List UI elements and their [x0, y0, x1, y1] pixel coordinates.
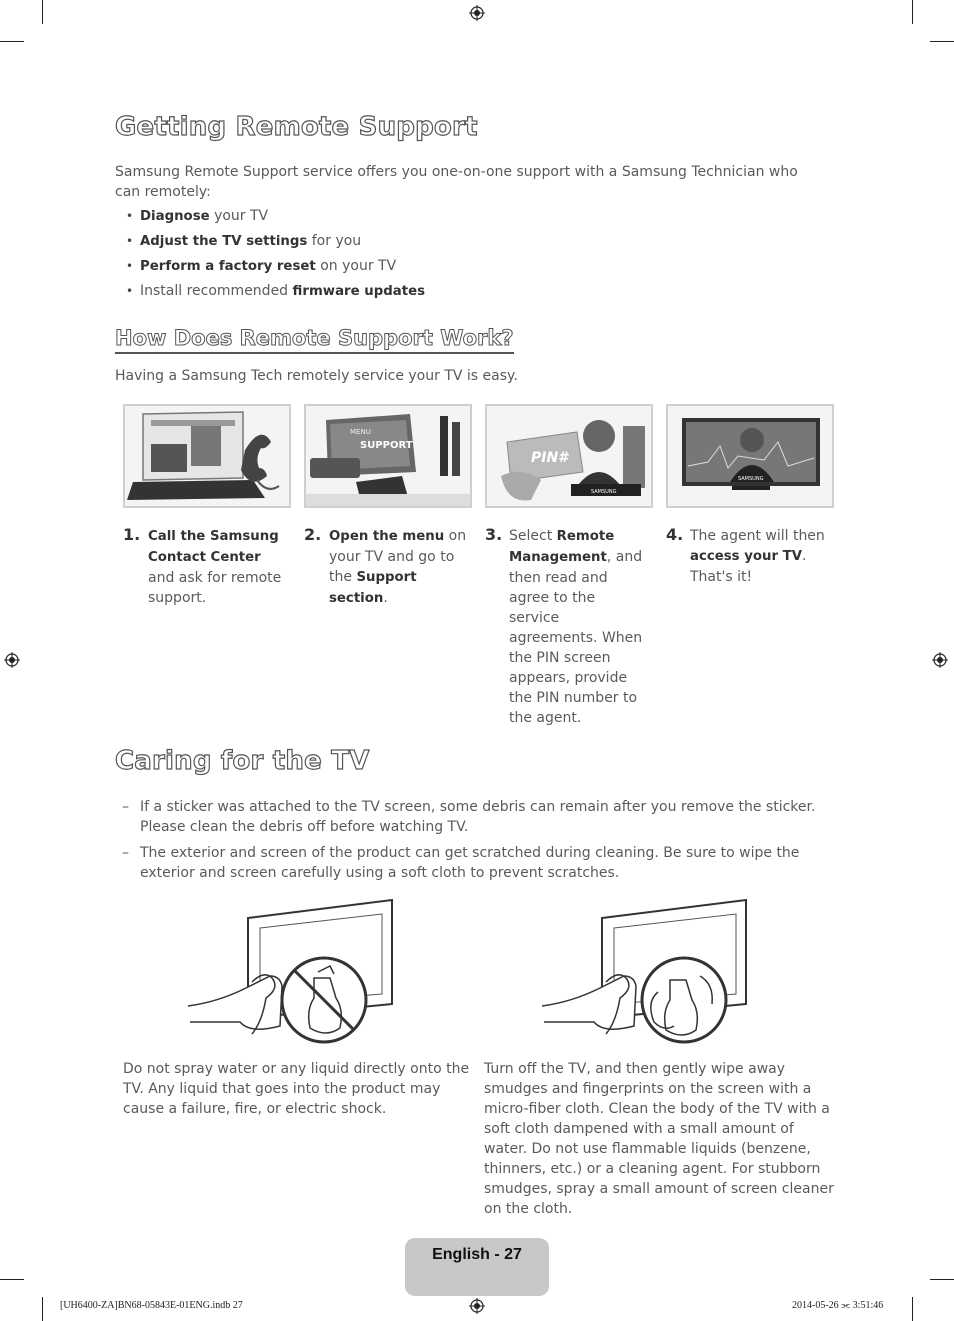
- step-2-menu-support-image: [304, 404, 472, 508]
- crop-mark: [912, 0, 913, 24]
- bullet-item: • Adjust the TV settings for you: [116, 229, 616, 254]
- caring-heading: Caring for the TV: [115, 746, 370, 776]
- brand-label: SAMSUNG: [591, 489, 617, 495]
- step-number: 2.: [304, 525, 322, 544]
- menu-label: MENU: [350, 428, 371, 436]
- step-4-text: The agent will then access your TV. That's it!: [690, 528, 825, 585]
- crop-mark: [930, 41, 954, 42]
- crop-mark: [42, 1297, 43, 1321]
- bullet-item: • Perform a factory reset on your TV: [116, 254, 616, 279]
- registration-mark-icon: [4, 652, 20, 668]
- registration-mark-icon: [469, 5, 485, 21]
- print-slug-left: [UH6400-ZA]BN68-05843E-01ENG.indb 27: [60, 1300, 243, 1311]
- wipe-caption: Turn off the TV, and then gently wipe away smudges and fingerprints on the screen with a micro-fiber cloth. Clean the body of the TV with a soft cloth dampened with a small amount of water. Do not use flammable liquids (benzene, thinners, etc.) or a cleaning agent. For stubborn smudges, spray a small amount of screen cleaner on the cloth.: [484, 1061, 834, 1217]
- dash-mark: –: [122, 845, 129, 861]
- registration-mark-icon: [932, 652, 948, 668]
- crop-mark: [0, 1279, 24, 1280]
- remote-support-heading: Getting Remote Support: [115, 112, 478, 142]
- step-4-tv-agent-image: [666, 404, 834, 508]
- crop-mark: [912, 1297, 913, 1321]
- remote-support-bullets: [116, 204, 616, 304]
- step-number: 3.: [485, 525, 503, 544]
- wipe-cloth-illustration: [540, 896, 752, 1046]
- no-spray-caption: Do not spray water or any liquid directly onto the TV. Any liquid that goes into the product may cause a failure, fire, or electric shock.: [123, 1061, 470, 1117]
- bullet-item: • Diagnose your TV: [116, 204, 616, 229]
- step-3-text: Select Remote Management, and then read and agree to the service agreements. When the PIN screen appears, provide the PIN number to the agent.: [509, 528, 643, 726]
- how-it-works-heading: How Does Remote Support Work?: [115, 326, 514, 354]
- step-number: 1.: [123, 525, 141, 544]
- registration-mark-icon: [469, 1298, 485, 1314]
- step-2-text: Open the menu on your TV and go to the Support section.: [329, 528, 467, 606]
- crop-mark: [930, 1279, 954, 1280]
- crop-mark: [42, 0, 43, 24]
- caring-note: – If a sticker was attached to the TV screen, some debris can remain after you remove the sticker. Please clean the debris off before watching TV.: [122, 799, 816, 835]
- how-it-works-intro: Having a Samsung Tech remotely service your TV is easy.: [115, 368, 518, 384]
- bullet-item: • Install recommended firmware updates: [116, 279, 616, 304]
- step-1-laptop-phone-image: [123, 404, 291, 508]
- caring-note: – The exterior and screen of the product can get scratched during cleaning. Be sure to wipe the exterior and screen carefully using a soft cloth to prevent scratches.: [122, 845, 800, 881]
- step-1-text: Call the Samsung Contact Center and ask for remote support.: [148, 529, 282, 606]
- crop-mark: [0, 41, 24, 42]
- page-number-tab: [405, 1238, 549, 1296]
- dash-mark: –: [122, 799, 129, 815]
- page-number: English - 27: [432, 1246, 522, 1263]
- pin-label: PIN#: [531, 450, 568, 466]
- print-slug-right: 2014-05-26 ⫘ 3:51:46: [792, 1300, 884, 1311]
- support-label: SUPPORT: [360, 440, 413, 451]
- remote-support-intro: Samsung Remote Support service offers you one-on-one support with a Samsung Technician who can remotely:: [115, 164, 798, 200]
- step-number: 4.: [666, 525, 684, 544]
- no-spray-illustration: [186, 896, 398, 1046]
- step-3-pin-agent-image: [485, 404, 653, 508]
- brand-label: SAMSUNG: [738, 476, 764, 482]
